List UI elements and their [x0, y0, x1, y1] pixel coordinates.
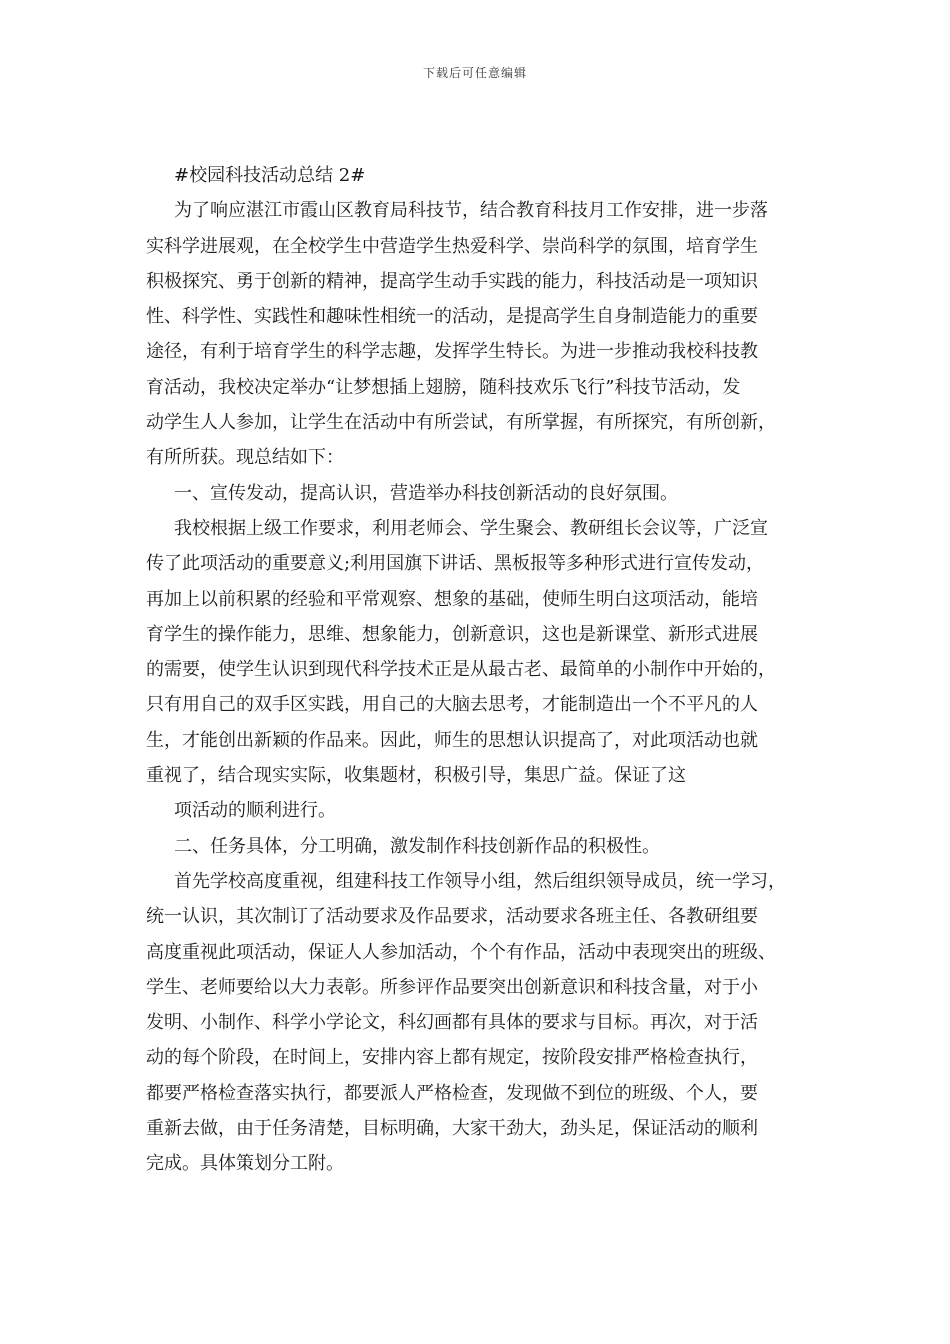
paragraph-line: 统一认识，其次制订了活动要求及作品要求，活动要求各班主任、各教研组要 [146, 906, 758, 928]
paragraph-line: 发明、小制作、科学小学论文，科幻画都有具体的要求与目标。再次，对于活 [146, 1012, 758, 1034]
paragraph-line: 性、科学性、实践性和趣味性相统一的活动，是提高学生自身制造能力的重要 [146, 306, 758, 328]
paragraph-line: 动的每个阶段，在时间上，安排内容上都有规定，按阶段安排严格检查执行， [146, 1047, 758, 1069]
paragraph-line: 实科学进展观，在全校学生中营造学生热爱科学、崇尚科学的氛围，培育学生 [146, 235, 758, 257]
paragraph-line: 我校根据上级工作要求，利用老师会、学生聚会、教研组长会议等，广泛宣 [174, 517, 768, 539]
paragraph-line: 有所所获。现总结如下： [146, 447, 344, 469]
paragraph-line: 育活动，我校决定举办“让梦想插上翅膀，随科技欢乐飞行”科技节活动，发 [146, 376, 741, 398]
paragraph-intro [146, 193, 818, 475]
paragraph-line: 首先学校高度重视，组建科技工作领导小组，然后组织领导成员，统一学习， [174, 870, 786, 892]
paragraph-line: 生，才能创出新颖的作品来。因此，师生的思想认识提高了，对此项活动也就 [146, 729, 758, 751]
paragraph-line: 动学生人人参加，让学生在活动中有所尝试，有所掌握，有所探究，有所创新， [146, 412, 776, 434]
paragraph-line: 途径，有利于培育学生的科学志趣，发挥学生特长。为进一步推动我校科技教 [146, 341, 758, 363]
paragraph-line: 重新去做，由于任务清楚，目标明确，大家干劲大，劲头足，保证活动的顺利 [146, 1118, 758, 1140]
paragraph-line: 学生、老师要给以大力表彰。所参评作品要突出创新意识和科技含量，对于小 [146, 976, 758, 998]
paragraph-tasks [146, 864, 818, 1182]
document-body [146, 158, 818, 1182]
section-heading-1: 一、宣传发动，提高认识，营造举办科技创新活动的良好氛围。 [174, 482, 678, 504]
paragraph-publicity [146, 511, 818, 793]
document-title: #校园科技活动总结 2# [174, 165, 366, 186]
paragraph-line: 完成。具体策划分工附。 [146, 1153, 344, 1175]
paragraph-line: 只有用自己的双手区实践，用自己的大脑去思考，才能制造出一个不平凡的人 [146, 694, 758, 716]
section-heading-2: 二、任务具体，分工明确，激发制作科技创新作品的积极性。 [174, 835, 660, 857]
paragraph-line: 再加上以前积累的经验和平常观察、想象的基础，使师生明白这项活动，能培 [146, 588, 758, 610]
paragraph-line: 重视了，结合现实实际，收集题材，积极引导，集思广益。保证了这 [146, 765, 686, 787]
paragraph-continuation: 项活动的顺利进行。 [174, 800, 336, 822]
paragraph-line: 都要严格检查落实执行，都要派人严格检查，发现做不到位的班级、个人，要 [146, 1082, 758, 1104]
paragraph-line: 为了响应湛江市霞山区教育局科技节，结合教育科技月工作安排，进一步落 [174, 200, 768, 222]
paragraph-line: 积极探究、勇于创新的精神，提高学生动手实践的能力，科技活动是一项知识 [146, 270, 758, 292]
header-note: 下载后可任意编辑 [422, 66, 527, 80]
paragraph-line: 传了此项活动的重要意义;利用国旗下讲话、黑板报等多种形式进行宣传发动， [146, 553, 765, 575]
paragraph-line: 高度重视此项活动，保证人人参加活动，个个有作品，活动中表现突出的班级、 [146, 941, 776, 963]
paragraph-line: 育学生的操作能力，思维、想象能力，创新意识，这也是新课堂、新形式进展 [146, 623, 758, 645]
paragraph-line: 的需要，使学生认识到现代科学技术正是从最古老、最简单的小制作中开始的， [146, 659, 776, 681]
